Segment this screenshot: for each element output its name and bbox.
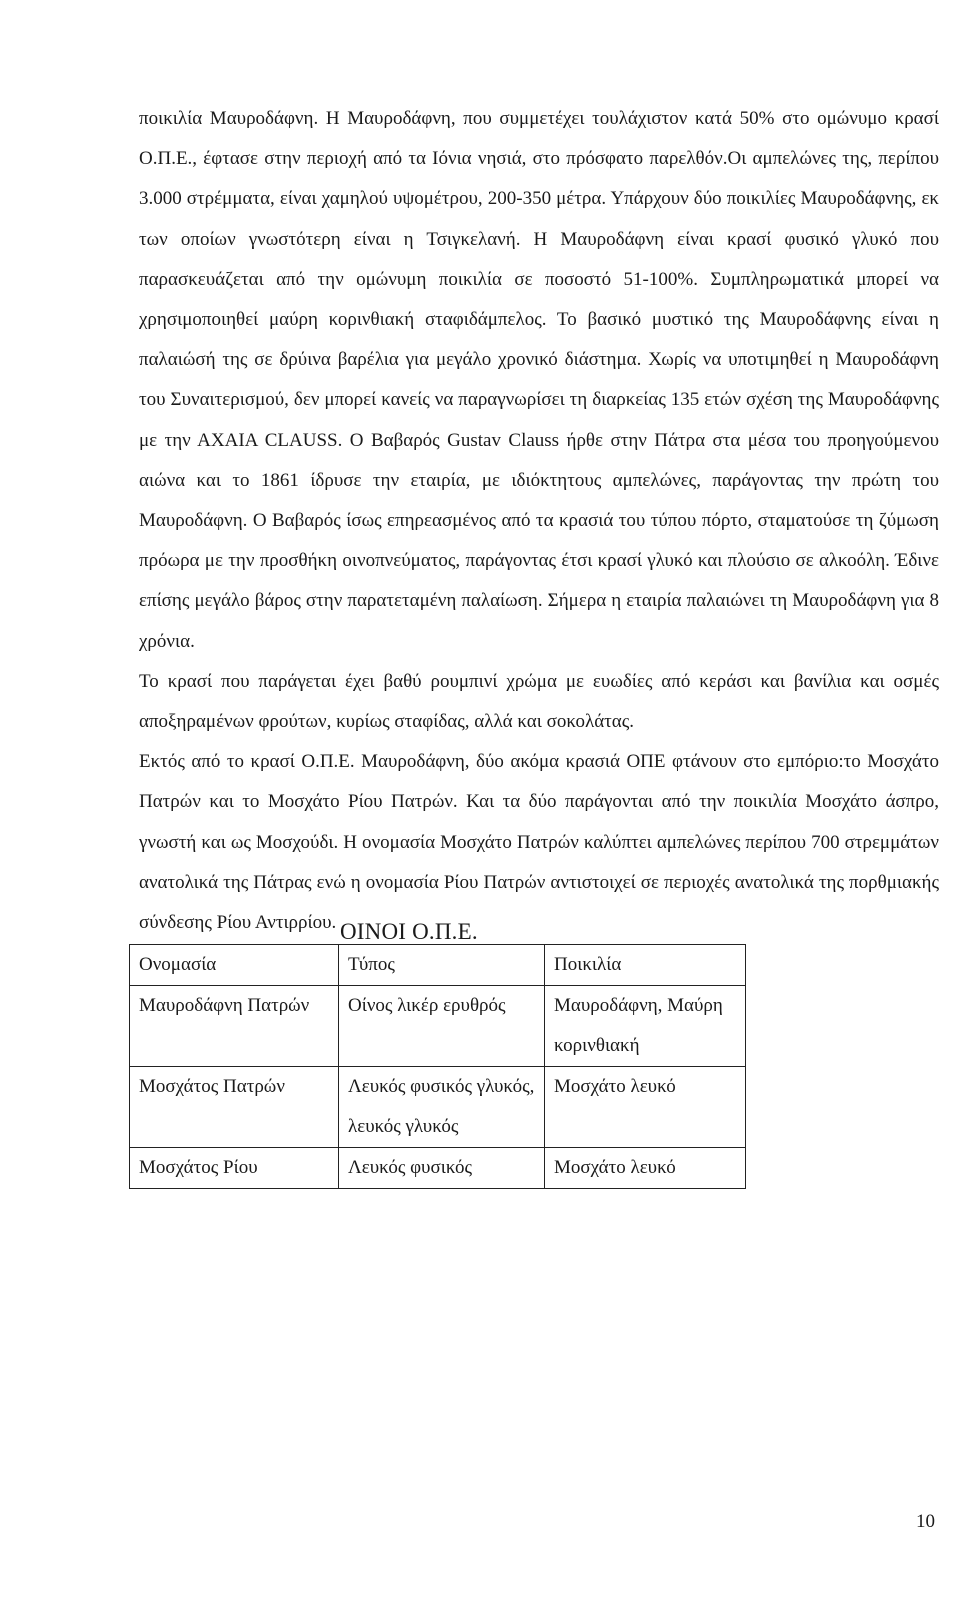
table-cell: Μοσχάτος Ρίου — [130, 1148, 339, 1189]
body-text — [139, 99, 939, 943]
table-cell: Μαυροδάφνη, Μαύρη κορινθιακή — [545, 986, 746, 1067]
paragraph-wine-characteristics: Το κρασί που παράγεται έχει βαθύ ρουμπινί χρώμα με ευωδίες από κεράσι και βανίλια και οσμές αποξηραμένων φρούτων, κυρίως σταφίδας, αλλά και σοκολάτας. — [139, 670, 939, 733]
table-header-row — [130, 945, 746, 986]
header-cell-name: Ονομασία — [130, 945, 339, 986]
table-cell: Μοσχάτος Πατρών — [130, 1067, 339, 1148]
table-cell: Μοσχάτο λευκό — [545, 1067, 746, 1148]
paragraph-mavrodafni-history: ποικιλία Μαυροδάφνη. Η Μαυροδάφνη, που συμμετέχει τουλάχιστον κατά 50% στο ομώνυμο κρασί Ο.Π.Ε., έφτασε στην περιοχή από τα Ιόνια νησιά, στο πρόσφατο παρελθόν.Οι αμπελώνες της, περίπου 3.000 στρέμματα, είναι χαμηλού υψομέτρου, 200-350 μέτρα. Υπάρχουν δύο ποικιλίες Μαυροδάφνης, εκ των οποίων γνωστότερη είναι η Τσιγκελανή. Η Μαυροδάφνη είναι κρασί φυσικό γλυκό που παρασκευάζεται από την ομώνυμη ποικιλία σε ποσοστό 51-100%. Συμπληρωματικά μπορεί να χρησιμοποιηθεί μαύρη κορινθιακή σταφιδάμπελος. Το βασικό μυστικό της Μαυροδάφνης είναι η παλαιώσή της σε δρύινα βαρέλια για μεγάλο χρονικό διάστημα. Χωρίς να υποτιμηθεί η Μαυροδάφνη του Συναιτερισμού, δεν μπορεί κανείς να παραγνωρίσει τη διαρκείας 135 ετών σχέση της Μαυροδάφνης με την ΑΧΑΙΑ CLAUSS. Ο Βαβαρός Gustav Clauss ήρθε στην Πάτρα στα μέσα του προηγούμενου αιώνα και το 1861 ίδρυσε την εταιρία, με ιδιόκτητους αμπελώνες, παράγοντας την πρώτη του Μαυροδάφνη. Ο Βαβαρός ίσως επηρεασμένος από τα κρασιά του τύπου πόρτο, σταματούσε τη ζύμωση πρόωρα με την προσθήκη οινοπνεύματος, παράγοντας έτσι κρασί γλυκό και πλούσιο σε αλκοόλη. Έδινε επίσης μεγάλο βάρος στην παρατεταμένη παλαίωση. Σήμερα η εταιρία παλαιώνει τη Μαυροδάφνη για 8 χρόνια. — [139, 108, 939, 652]
table-cell: Λευκός φυσικός — [339, 1148, 545, 1189]
table-row — [130, 986, 746, 1067]
page-number: 10 — [916, 1511, 935, 1532]
table-row — [130, 1148, 746, 1189]
table-title: ΟΙΝΟΙ Ο.Π.Ε. — [340, 919, 478, 944]
table-cell: Μαυροδάφνη Πατρών — [130, 986, 339, 1067]
table-cell: Λευκός φυσικός γλυκός, λευκός γλυκός — [339, 1067, 545, 1148]
table-cell: Μοσχάτο λευκό — [545, 1148, 746, 1189]
table-row — [130, 1067, 746, 1148]
paragraph-moschato-wines: Εκτός από το κρασί Ο.Π.Ε. Μαυροδάφνη, δύο ακόμα κρασιά ΟΠΕ φτάνουν στο εμπόριο:το Μοσχάτο Πατρών και το Μοσχάτο Ρίου Πατρών. Και τα δύο παράγονται από την ποικιλία Μοσχάτο άσπρο, γνωστή και ως Μοσχούδι. Η ονομασία Μοσχάτο Πατρών καλύπτει αμπελώνες περίπου 700 στρεμμάτων ανατολικά της Πάτρας ενώ η ονομασία Ρίου Πατρών αντιστοιχεί σε περιοχές ανατολικά της πορθμιακής σύνδεσης Ρίου Αντιρρίου. — [139, 751, 939, 934]
table-cell: Οίνος λικέρ ερυθρός — [339, 986, 545, 1067]
wines-table — [129, 944, 746, 1189]
header-cell-variety: Ποικιλία — [545, 945, 746, 986]
header-cell-type: Τύπος — [339, 945, 545, 986]
